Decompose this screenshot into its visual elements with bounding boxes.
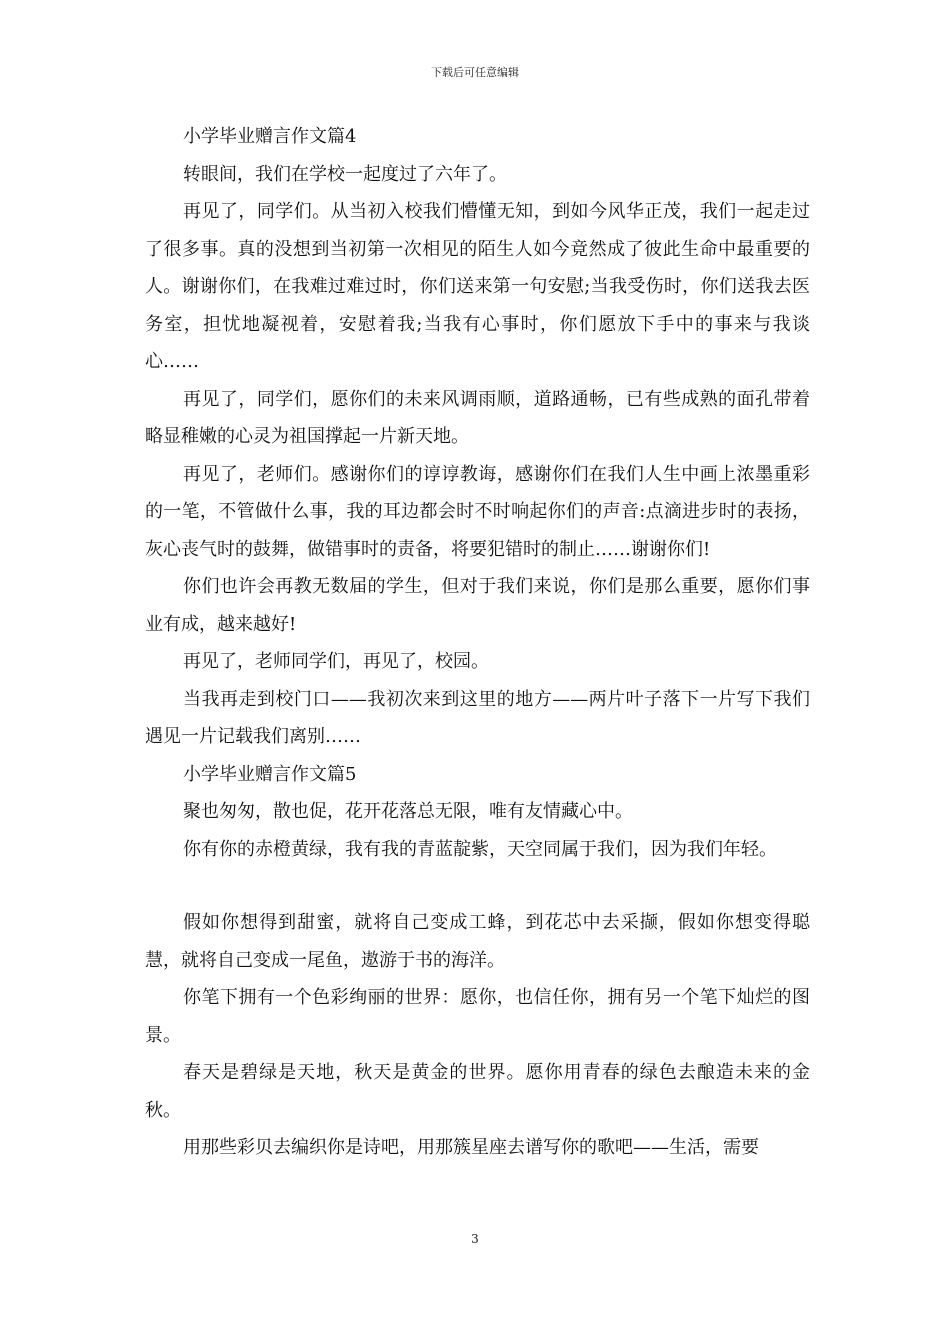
paragraph: 当我再走到校门口——我初次来到这里的地方——两片叶子落下一片写下我们遇见一片记载我们离别…… (145, 688, 810, 747)
paragraph: 再见了，同学们。从当初入校我们懵懂无知，到如今风华正茂，我们一起走过了很多事。真的没想到当初第一次相见的陌生人如今竟然成了彼此生命中最重要的人。谢谢你们，在我难过难过时，你们送来第一句安慰;当我受伤时，你们送我去医务室，担忧地凝视着，安慰着我;当我有心事时，你们愿放下手中的事来与我谈心…… (145, 201, 810, 372)
paragraph: 再见了，同学们，愿你们的未来风调雨顺，道路通畅，已有些成熟的面孔带着略显稚嫩的心灵为祖国撑起一片新天地。 (145, 388, 810, 447)
paragraph: 聚也匆匆，散也促，花开花落总无限，唯有友情藏心中。 (183, 801, 633, 822)
page-number: 3 (471, 1232, 479, 1246)
paragraph: 转眼间，我们在学校一起度过了六年了。 (183, 163, 507, 185)
paragraph: 假如你想得到甜蜜，就将自己变成工蜂，到花芯中去采撷，假如你想变得聪慧，就将自己变成一尾鱼，遨游于书的海洋。 (145, 912, 810, 971)
page-header: 下载后可任意编辑 (431, 66, 519, 79)
paragraph: 用那些彩贝去编织你是诗吧，用那簇星座去谱写你的歌吧——生活，需要 (183, 1137, 759, 1158)
paragraph: 你们也许会再教无数届的学生，但对于我们来说，你们是那么重要，愿你们事业有成，越来越好! (145, 576, 810, 635)
paragraph: 你有你的赤橙黄绿，我有我的青蓝靛紫，天空同属于我们，因为我们年轻。 (183, 838, 777, 860)
section-title-4: 小学毕业赠言作文篇4 (183, 126, 357, 147)
paragraph: 再见了，老师们。感谢你们的谆谆教诲，感谢你们在我们人生中画上浓墨重彩的一笔，不管做什么事，我的耳边都会时不时响起你们的声音:点滴进步时的表扬，灰心丧气时的鼓舞，做错事时的责备，将要犯错时的制止……谢谢你们! (145, 463, 810, 560)
document-body (145, 118, 810, 1167)
section-title-5: 小学毕业赠言作文篇5 (183, 763, 357, 785)
paragraph: 春天是碧绿是天地，秋天是黄金的世界。愿你用青春的绿色去酿造未来的金秋。 (145, 1062, 810, 1121)
paragraph: 再见了，老师同学们，再见了，校园。 (183, 651, 489, 672)
paragraph: 你笔下拥有一个色彩绚丽的世界：愿你，也信任你，拥有另一个笔下灿烂的图景。 (145, 987, 810, 1046)
blank-gap (145, 868, 810, 904)
